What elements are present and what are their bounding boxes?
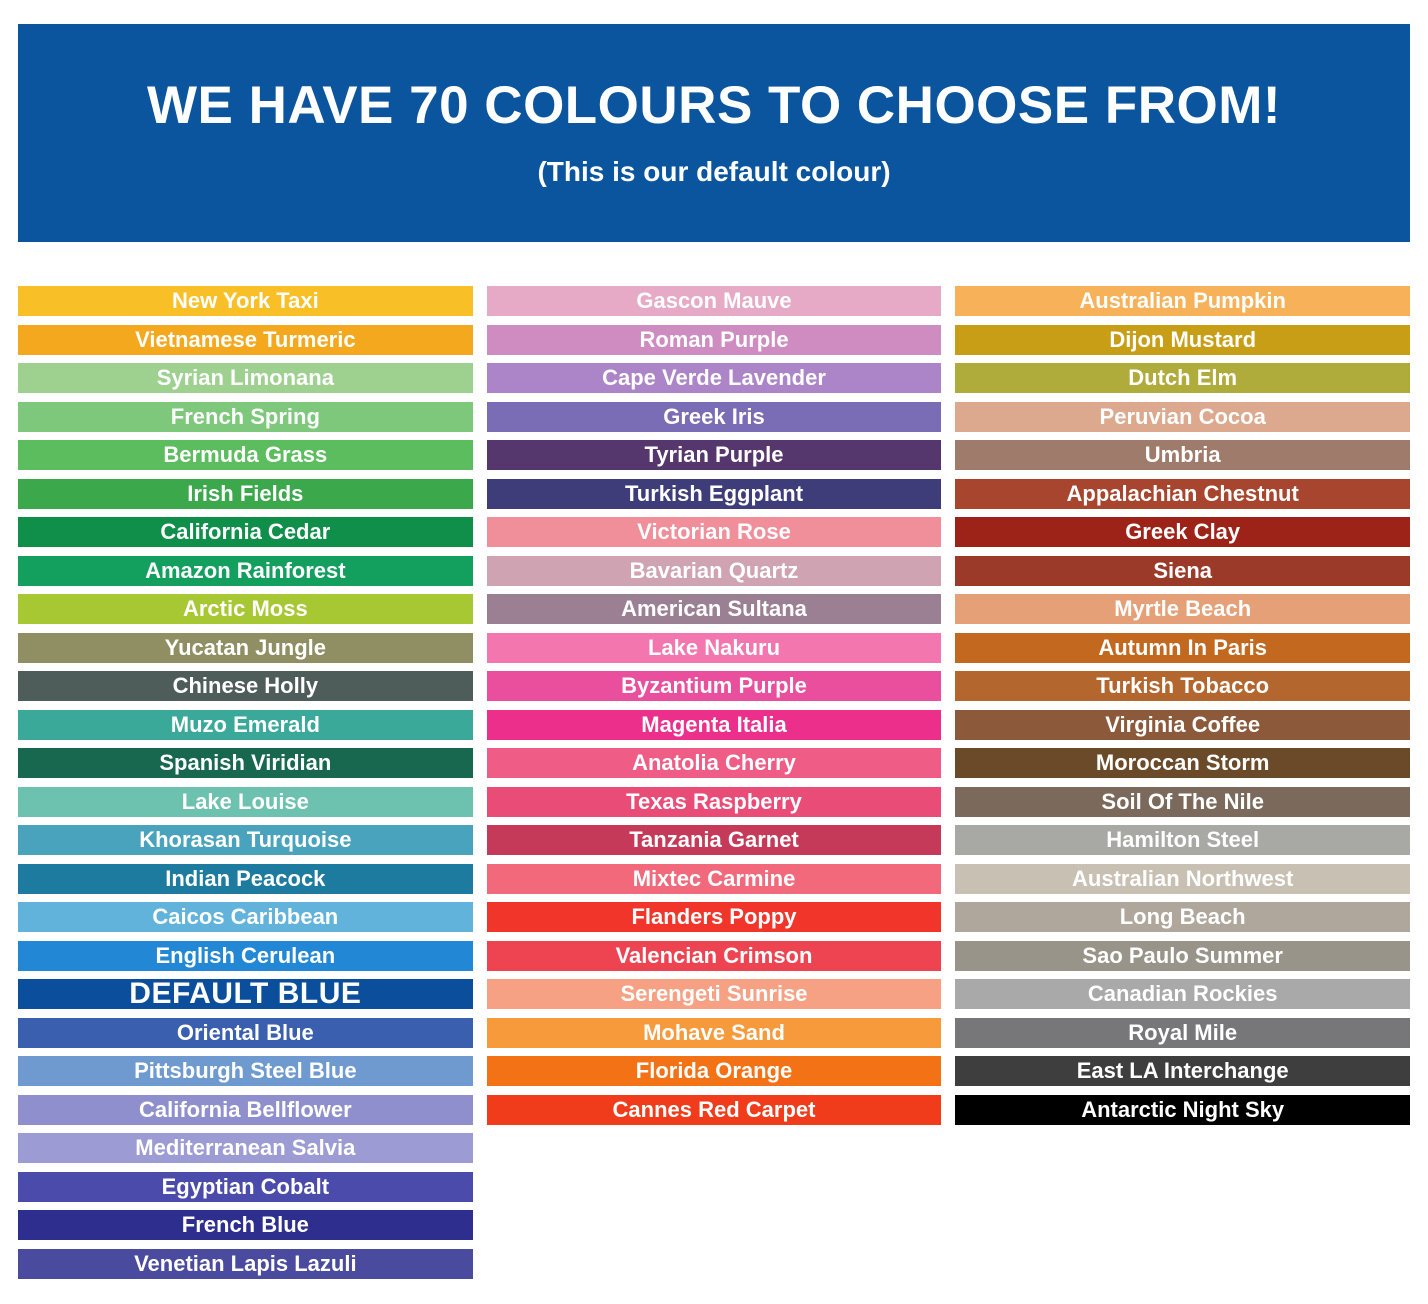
colour-swatch-label: Caicos Caribbean: [152, 904, 339, 929]
colour-swatch-label: Texas Raspberry: [626, 788, 802, 814]
colour-swatch-label: Royal Mile: [1128, 1019, 1238, 1045]
colour-swatch-label: New York Taxi: [171, 288, 319, 313]
colour-swatch-label: Chinese Holly: [172, 673, 319, 698]
colour-swatch[interactable]: [487, 479, 942, 509]
colour-swatch[interactable]: [955, 594, 1410, 624]
colour-swatch-label: American Sultana: [621, 596, 807, 621]
colour-swatch[interactable]: [955, 1056, 1410, 1086]
colour-swatch[interactable]: [18, 671, 473, 701]
colour-swatch[interactable]: [18, 402, 473, 432]
colour-swatch[interactable]: [18, 633, 473, 663]
colour-swatch-label: Indian Peacock: [165, 865, 326, 891]
colour-swatch-label: Spanish Viridian: [159, 750, 332, 775]
colour-swatch[interactable]: [955, 902, 1410, 932]
colour-swatch-label: French Spring: [170, 403, 320, 429]
colour-swatch-label: Sao Paulo Summer: [1082, 942, 1283, 968]
colour-swatch[interactable]: [487, 671, 942, 701]
colour-swatch-label: Australian Pumpkin: [1079, 288, 1286, 313]
colour-swatch[interactable]: [955, 1018, 1410, 1048]
colour-swatch[interactable]: [487, 979, 942, 1009]
colour-swatch[interactable]: [487, 864, 942, 894]
colour-swatch-label: Syrian Limonana: [156, 365, 334, 390]
colour-swatch[interactable]: [487, 710, 942, 740]
colour-swatch[interactable]: [487, 556, 942, 586]
colour-swatch[interactable]: [18, 941, 473, 971]
colour-swatch[interactable]: [487, 594, 942, 624]
colour-swatch[interactable]: [487, 517, 942, 547]
colour-swatch-label: Tanzania Garnet: [629, 827, 799, 852]
colour-swatch[interactable]: [18, 787, 473, 817]
colour-swatch[interactable]: [18, 1172, 473, 1202]
colour-swatch-label: Serengeti Sunrise: [620, 981, 808, 1006]
colour-swatch[interactable]: [955, 517, 1410, 547]
header-banner: [18, 24, 1410, 242]
colour-swatch-label: Mediterranean Salvia: [135, 1135, 356, 1160]
colour-swatch[interactable]: [18, 825, 473, 855]
colour-swatch[interactable]: [487, 1056, 942, 1086]
colour-swatch[interactable]: [18, 325, 473, 355]
colour-swatch[interactable]: [18, 363, 473, 393]
colour-swatch-label: Gascon Mauve: [636, 288, 792, 313]
colour-swatch[interactable]: [955, 1095, 1410, 1125]
colour-swatch-label: Appalachian Chestnut: [1066, 480, 1299, 506]
colour-swatch-label: Khorasan Turquoise: [139, 827, 352, 852]
page-title: WE HAVE 70 COLOURS TO CHOOSE FROM!: [146, 76, 1281, 136]
colour-swatch[interactable]: [955, 864, 1410, 894]
colour-swatch-label: Greek Iris: [663, 403, 765, 429]
colour-swatch-label: Siena: [1153, 557, 1213, 583]
colour-swatch[interactable]: [955, 286, 1410, 316]
colour-swatch[interactable]: [18, 710, 473, 740]
colour-swatch-label: Amazon Rainforest: [145, 557, 346, 583]
colour-swatch[interactable]: [955, 825, 1410, 855]
colour-swatch[interactable]: [18, 479, 473, 509]
colour-swatch[interactable]: [955, 440, 1410, 470]
swatch-columns: [18, 286, 1410, 1287]
colour-swatch-label: Lake Nakuru: [647, 634, 781, 660]
colour-swatch[interactable]: [955, 787, 1410, 817]
colour-swatch-label: Dijon Mustard: [1109, 326, 1257, 352]
colour-swatch[interactable]: [487, 787, 942, 817]
colour-swatch-label: Magenta Italia: [641, 711, 787, 737]
colour-swatch-label: Mixtec Carmine: [632, 865, 796, 891]
colour-swatch[interactable]: [487, 748, 942, 778]
colour-swatch-label: Florida Orange: [635, 1058, 793, 1083]
colour-swatch-label: Anatolia Cherry: [632, 750, 796, 775]
colour-swatch[interactable]: [487, 440, 942, 470]
colour-swatch[interactable]: [487, 1095, 942, 1125]
colour-swatch-label: Turkish Tobacco: [1096, 673, 1270, 698]
colour-swatch[interactable]: [955, 671, 1410, 701]
colour-swatch-label: Irish Fields: [187, 480, 304, 506]
colour-swatch-label: Mohave Sand: [643, 1019, 785, 1045]
colour-swatch-label: Byzantium Purple: [621, 673, 807, 698]
colour-swatch[interactable]: [487, 286, 942, 316]
colour-swatch-label: Long Beach: [1119, 904, 1246, 929]
colour-swatch[interactable]: [955, 748, 1410, 778]
colour-swatch[interactable]: [18, 1210, 473, 1240]
swatch-column-3: [955, 286, 1410, 1287]
colour-swatch[interactable]: [18, 286, 473, 316]
colour-swatch-label: English Cerulean: [155, 942, 336, 968]
colour-swatch-label: Antarctic Night Sky: [1081, 1096, 1285, 1122]
colour-swatch-label: Peruvian Cocoa: [1099, 403, 1266, 429]
colour-swatch-label: Muzo Emerald: [170, 711, 320, 737]
colour-swatch[interactable]: [487, 402, 942, 432]
colour-swatch[interactable]: [955, 363, 1410, 393]
colour-swatch[interactable]: [955, 633, 1410, 663]
colour-swatch[interactable]: [18, 1018, 473, 1048]
colour-swatch[interactable]: [955, 325, 1410, 355]
colour-swatch[interactable]: [487, 825, 942, 855]
colour-swatch-label: Umbria: [1144, 442, 1221, 467]
colour-swatch-label: Autumn In Paris: [1098, 634, 1268, 660]
colour-swatch-label: French Blue: [181, 1212, 309, 1237]
colour-swatch[interactable]: [18, 979, 473, 1009]
colour-swatch[interactable]: [18, 1249, 473, 1279]
colour-swatch-label: Flanders Poppy: [631, 904, 797, 929]
colour-swatch-label: DEFAULT BLUE: [129, 977, 362, 1010]
colour-swatch[interactable]: [955, 402, 1410, 432]
colour-swatch[interactable]: [18, 1133, 473, 1163]
colour-swatch-label: Hamilton Steel: [1106, 827, 1260, 852]
colour-swatch[interactable]: [955, 710, 1410, 740]
colour-swatch[interactable]: [18, 748, 473, 778]
colour-swatch[interactable]: [487, 902, 942, 932]
colour-swatch-label: Vietnamese Turmeric: [135, 326, 356, 352]
colour-swatch-label: Moroccan Storm: [1095, 750, 1270, 775]
colour-swatch-label: Tyrian Purple: [644, 442, 784, 467]
swatch-column-1: [18, 286, 473, 1287]
colour-swatch[interactable]: [18, 1056, 473, 1086]
swatch-column-2: [487, 286, 942, 1287]
colour-swatch-label: Canadian Rockies: [1087, 981, 1278, 1006]
colour-swatch-label: Arctic Moss: [182, 596, 308, 621]
colour-swatch-label: Yucatan Jungle: [164, 634, 327, 660]
colour-swatch[interactable]: [955, 979, 1410, 1009]
colour-swatch-label: Soil Of The Nile: [1101, 788, 1264, 814]
colour-swatch-label: Oriental Blue: [176, 1019, 314, 1045]
colour-swatch-label: Bermuda Grass: [163, 442, 328, 467]
colour-swatch-label: Pittsburgh Steel Blue: [134, 1058, 357, 1083]
colour-swatch-label: Greek Clay: [1125, 519, 1241, 544]
colour-swatch-label: Australian Northwest: [1072, 865, 1294, 891]
colour-swatch[interactable]: [18, 440, 473, 470]
colour-swatch[interactable]: [487, 363, 942, 393]
colour-swatch-label: Cape Verde Lavender: [602, 365, 826, 390]
colour-swatch-label: Turkish Eggplant: [624, 480, 804, 506]
colour-swatch-label: Venetian Lapis Lazuli: [134, 1250, 357, 1276]
colour-swatch[interactable]: [18, 902, 473, 932]
page-subtitle: (This is our default colour): [537, 155, 891, 187]
colour-swatch[interactable]: [18, 1095, 473, 1125]
colour-swatch-label: California Bellflower: [138, 1096, 352, 1122]
colour-swatch[interactable]: [18, 864, 473, 894]
colour-swatch-label: East LA Interchange: [1076, 1058, 1289, 1083]
colour-swatch[interactable]: [955, 556, 1410, 586]
colour-swatch-label: Virginia Coffee: [1105, 711, 1261, 737]
colour-swatch-label: California Cedar: [160, 519, 331, 544]
colour-swatch-label: Roman Purple: [639, 326, 789, 352]
colour-swatch-label: Victorian Rose: [637, 519, 791, 544]
colour-swatch-label: Myrtle Beach: [1114, 596, 1252, 621]
colour-swatch-label: Cannes Red Carpet: [612, 1096, 816, 1122]
colour-swatch-label: Valencian Crimson: [615, 942, 813, 968]
colour-swatch-label: Lake Louise: [181, 788, 309, 814]
colour-swatch-label: Bavarian Quartz: [629, 557, 799, 583]
colour-swatch[interactable]: [18, 517, 473, 547]
colour-swatch[interactable]: [487, 941, 942, 971]
colour-swatch[interactable]: [18, 556, 473, 586]
colour-swatch-label: Dutch Elm: [1128, 365, 1238, 390]
colour-swatch[interactable]: [18, 594, 473, 624]
colour-swatch[interactable]: [487, 1018, 942, 1048]
colour-swatch[interactable]: [487, 325, 942, 355]
colour-swatch-label: Egyptian Cobalt: [161, 1173, 330, 1199]
colour-swatch[interactable]: [955, 941, 1410, 971]
colour-swatch[interactable]: [955, 479, 1410, 509]
colour-swatch[interactable]: [487, 633, 942, 663]
